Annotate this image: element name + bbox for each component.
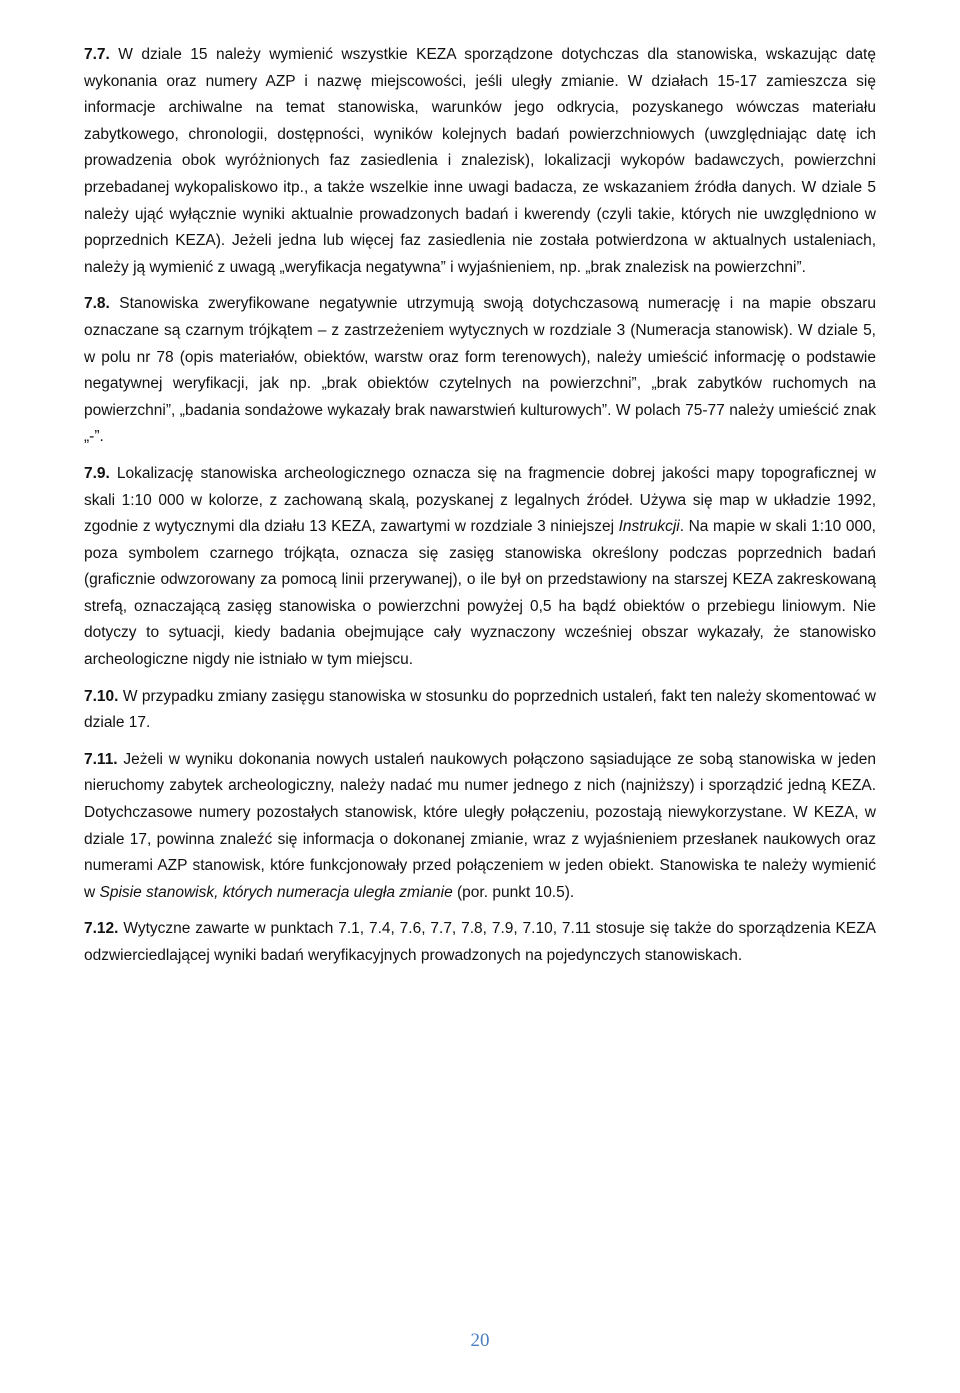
paragraph-number: 7.9. xyxy=(84,464,110,482)
paragraph-number: 7.11. xyxy=(84,750,118,768)
paragraph-number: 7.8. xyxy=(84,295,110,313)
paragraph-7-10 xyxy=(84,684,876,737)
paragraph-7-11 xyxy=(84,747,876,907)
paragraph-text: Jeżeli w wyniku dokonania nowych ustaleń naukowych połączono sąsiadujące ze sobą stanowiska w jeden nieruchomy zabytek archeologiczny, należy nadać mu numer jednego z nich (najniższy) i sporządzić jedną KEZA. Dotychczasowe numery pozostałych stanowisk, które uległy połączeniu, pozostają niewykorzystane. W KEZA, w dziale 17, powinna znaleźć się informacja o dokonanej zmianie, wraz z wyjaśnieniem przesłanek naukowych oraz numerami AZP stanowisk, które funkcjonowały przed połączeniem w jeden obiekt. Stanowiska te należy wymienić w xyxy=(84,750,876,901)
paragraph-text: . Na mapie w skali 1:10 000, poza symbolem czarnego trójkąta, oznacza się zasięg stanowiska określony podczas poprzednich badań (graficznie odwzorowany za pomocą linii przerywanej), o ile był on przedstawiony na starszej KEZA zakreskowaną strefą, oznaczającą zasięg stanowiska o powierzchni powyżej 0,5 ha bądź obiektów o przebiegu liniowym. Nie dotyczy to sytuacji, kiedy badania obejmujące cały wyznaczony wcześniej obszar wykazały, że stanowisko archeologiczne nigdy nie istniało w tym miejscu. xyxy=(84,518,876,669)
paragraph-number: 7.12. xyxy=(84,920,119,938)
paragraph-text: W dziale 15 należy wymienić wszystkie KEZA sporządzone dotychczas dla stanowiska, wskazując datę wykonania oraz numery AZP i nazwę miejscowości, jeśli uległy zmianie. W działach 15-17 zamieszcza się informacje archiwalne na temat stanowiska, warunków jego odkrycia, pozyskanego wówczas materiału zabytkowego, chronologii, dostępności, wyników kolejnych badań powierzchniowych (uwzględniając datę ich prowadzenia obok wyróżnionych faz zasiedlenia i znalezisk), lokalizacji wykopów badawczych, powierzchni przebadanej wykopaliskowo itp., a także wszelkie inne uwagi badacza, ze wskazaniem źródła danych. W dziale 5 należy ująć wyłącznie wyniki aktualnie prowadzonych badań i kwerendy (czyli takie, których nie uwzględniono w poprzednich KEZA). Jeżeli jedna lub więcej faz zasiedlenia nie została potwierdzona w aktualnych ustaleniach, należy ją wymienić z uwagą „weryfikacja negatywna” i wyjaśnieniem, np. „brak znalezisk na powierzchni”. xyxy=(84,46,876,276)
paragraph-number: 7.10. xyxy=(84,687,119,705)
document-body xyxy=(84,42,876,980)
paragraph-7-8 xyxy=(84,291,876,451)
paragraph-text-italic: Spisie stanowisk, których numeracja uległa zmianie xyxy=(99,883,453,901)
paragraph-text: (por. punkt 10.5). xyxy=(452,883,575,901)
paragraph-text: Stanowiska zweryfikowane negatywnie utrzymują swoją dotychczasową numerację i na mapie obszaru oznaczane są czarnym trójkątem – z zastrzeżeniem wytycznych w rozdziale 3 (Numeracja stanowisk). W dziale 5, w polu nr 78 (opis materiałów, obiektów, warstw oraz form terenowych), należy umieścić informację o podstawie negatywnej weryfikacji, jak np. „brak obiektów czytelnych na powierzchni”, „brak zabytków ruchomych na powierzchni”, „badania sondażowe wykazały brak nawarstwień kulturowych”. W polach 75-77 należy umieścić znak „-”. xyxy=(84,295,876,446)
paragraph-7-7 xyxy=(84,42,876,281)
paragraph-7-12 xyxy=(84,916,876,969)
paragraph-text: Wytyczne zawarte w punktach 7.1, 7.4, 7.6, 7.7, 7.8, 7.9, 7.10, 7.11 stosuje się także do sporządzenia KEZA odzwierciedlającej wyniki badań weryfikacyjnych prowadzonych na pojedynczych stanowiskach. xyxy=(84,920,876,964)
paragraph-list xyxy=(84,42,876,970)
paragraph-number: 7.7. xyxy=(84,46,110,63)
paragraph-7-9 xyxy=(84,461,876,674)
paragraph-text: Lokalizację stanowiska archeologicznego oznacza się na fragmencie dobrej jakości mapy topograficznej w skali 1:10 000 w kolorze, z zachowaną skalą, pozyskanej z legalnych źródeł. Używa się map w układzie 1992, zgodnie z wytycznymi dla działu 13 KEZA, zawartymi w rozdziale 3 niniejszej xyxy=(84,464,876,536)
page-number: 20 xyxy=(470,1330,490,1351)
paragraph-text: W przypadku zmiany zasięgu stanowiska w stosunku do poprzednich ustaleń, fakt ten należy skomentować w dziale 17. xyxy=(84,687,876,732)
paragraph-text-italic: Instrukcji xyxy=(618,518,680,536)
